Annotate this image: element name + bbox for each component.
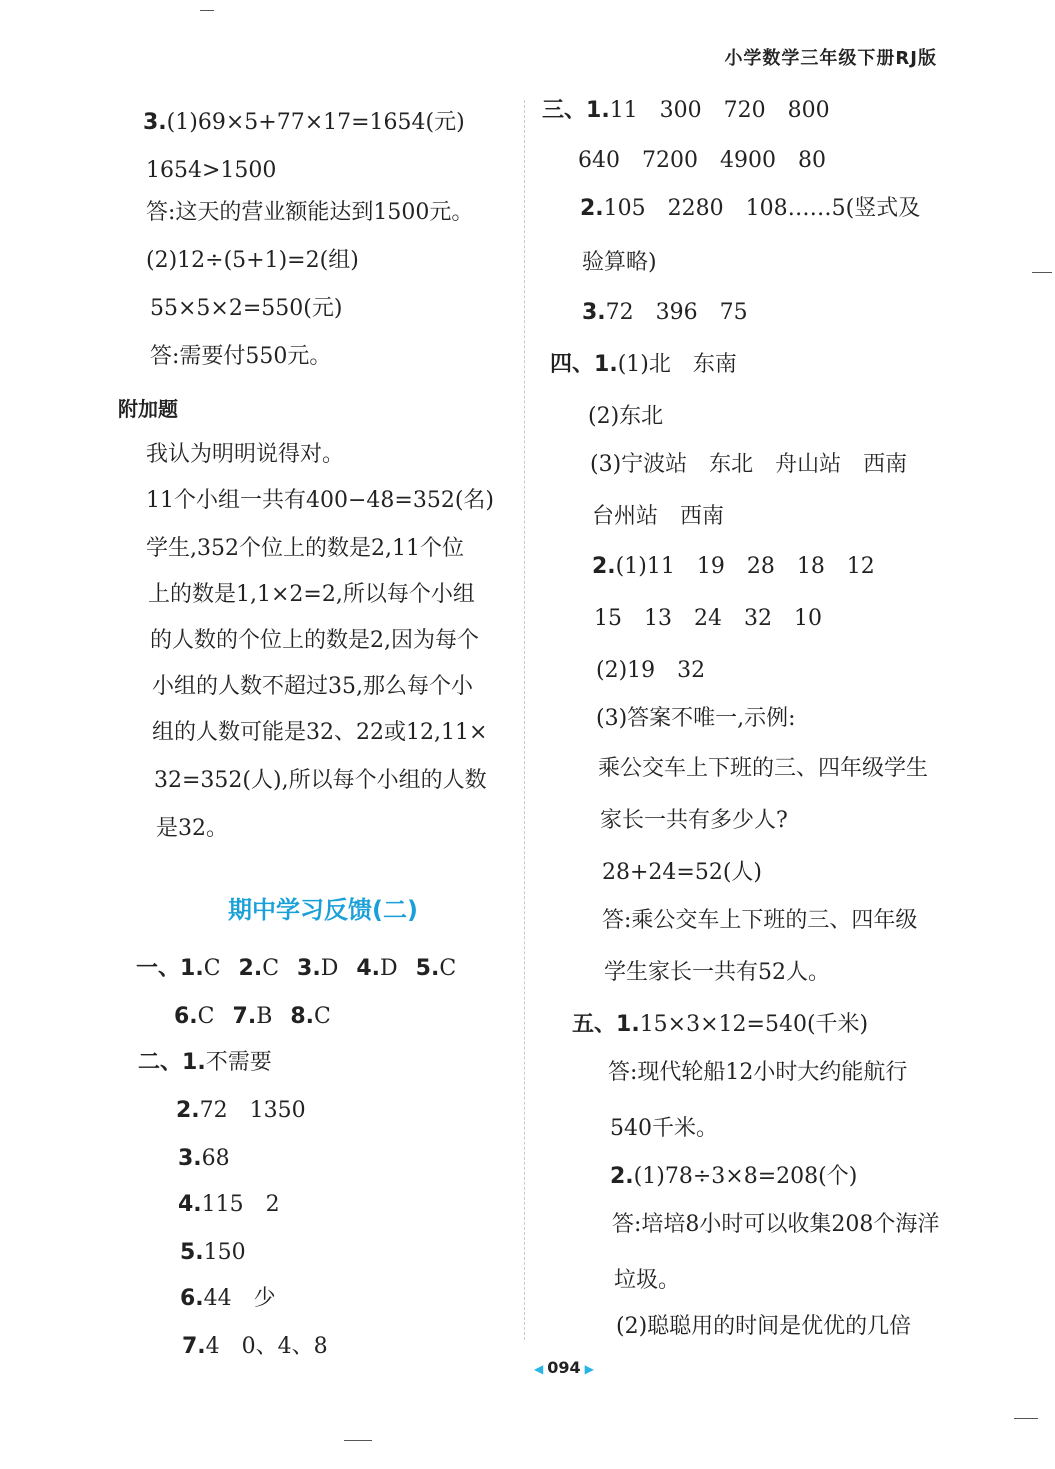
- part4-line-6: 15 13 24 32 10: [594, 606, 822, 631]
- extra-line-7: 组的人数可能是32、22或12,11×: [152, 720, 488, 745]
- scan-mark-bottom: [344, 1440, 372, 1441]
- part4-line-9: 乘公交车上下班的三、四年级学生: [598, 756, 929, 781]
- part4-line-3: (3)宁波站 东北 舟山站 西南: [590, 452, 908, 477]
- part4-line-12: 答:乘公交车上下班的三、四年级: [602, 908, 918, 933]
- part2-item-7: 7.4 0、4、8: [182, 1334, 328, 1359]
- left-arrow-icon: ◀: [534, 1362, 544, 1376]
- part5-line-1: 五、1.15×3×12=540(千米): [572, 1012, 869, 1037]
- part5-line-6: 垃圾。: [614, 1268, 681, 1293]
- part2-item-6: 6.44 少: [180, 1286, 276, 1311]
- extra-line-1: 我认为明明说得对。: [146, 442, 345, 467]
- part5-line-5: 答:培培8小时可以收集208个海洋: [612, 1212, 940, 1237]
- part4-line-7: (2)19 32: [596, 658, 706, 683]
- part1-row-2: 6.C 7.B 8.C: [174, 1004, 331, 1029]
- scan-mark-top: [200, 10, 214, 11]
- q3-line-1: 3.(1)69×5+77×17=1654(元): [143, 110, 465, 135]
- q3-line-3: 答:这天的营业额能达到1500元。: [146, 200, 474, 225]
- page-number: [530, 1358, 598, 1377]
- extra-line-4: 上的数是1,1×2=2,所以每个小组: [148, 582, 475, 607]
- part2-item-4: 4.115 2: [178, 1192, 280, 1217]
- extra-line-6: 小组的人数不超过35,那么每个小: [152, 674, 473, 699]
- part4-line-5: 2.(1)11 19 28 18 12: [592, 554, 875, 579]
- part4-line-13: 学生家长一共有52人。: [604, 960, 830, 985]
- scan-mark-right-top: [1032, 272, 1052, 273]
- extra-line-3: 学生,352个位上的数是2,11个位: [146, 536, 464, 561]
- extra-line-8: 32=352(人),所以每个小组的人数: [154, 768, 487, 793]
- q3-line-4: (2)12÷(5+1)=2(组): [146, 248, 359, 273]
- page-header-title: 小学数学三年级下册RJ版: [724, 48, 937, 69]
- part3-line-3: 2.105 2280 108……5(竖式及: [580, 196, 921, 221]
- part3-line-5: 3.72 396 75: [582, 300, 748, 325]
- part5-line-2: 答:现代轮船12小时大约能航行: [608, 1060, 908, 1085]
- part5-line-3: 540千米。: [610, 1116, 718, 1141]
- q3-line-5: 55×5×2=550(元): [150, 296, 343, 321]
- part1-row-1: 一、1.C 2.C 3.D 4.D 5.C: [136, 956, 457, 981]
- part4-line-8: (3)答案不唯一,示例:: [596, 706, 796, 731]
- part3-line-2: 640 7200 4900 80: [578, 148, 826, 173]
- part4-line-1: 四、1.(1)北 东南: [550, 352, 737, 377]
- part4-line-10: 家长一共有多少人?: [600, 808, 788, 833]
- part3-line-4: 验算略): [582, 250, 657, 275]
- part2-item-1: 二、1.不需要: [138, 1050, 272, 1075]
- part4-line-2: (2)东北: [588, 404, 664, 429]
- q3-line-2: 1654>1500: [146, 158, 277, 183]
- scan-mark-right-bottom: [1014, 1418, 1038, 1419]
- right-arrow-icon: ▶: [584, 1362, 594, 1376]
- part4-line-11: 28+24=52(人): [602, 860, 763, 885]
- part2-item-3: 3.68: [178, 1146, 230, 1171]
- part3-line-1: 三、1.11 300 720 800: [542, 98, 830, 123]
- extra-line-9: 是32。: [156, 816, 228, 841]
- part4-line-4: 台州站 西南: [592, 504, 725, 529]
- q3-line-6: 答:需要付550元。: [150, 344, 332, 369]
- extra-line-2: 11个小组一共有400−48=352(名): [146, 488, 495, 513]
- part5-line-7: (2)聪聪用的时间是优优的几倍: [616, 1314, 912, 1339]
- extra-line-5: 的人数的个位上的数是2,因为每个: [150, 628, 479, 653]
- extra-question-title: 附加题: [118, 397, 178, 421]
- section-title: 期中学习反馈(二): [228, 896, 418, 924]
- column-divider: [524, 100, 525, 1340]
- part2-item-2: 2.72 1350: [176, 1098, 306, 1123]
- part5-line-4: 2.(1)78÷3×8=208(个): [610, 1164, 858, 1189]
- part2-item-5: 5.150: [180, 1240, 246, 1265]
- page-number-text: 094: [547, 1358, 581, 1377]
